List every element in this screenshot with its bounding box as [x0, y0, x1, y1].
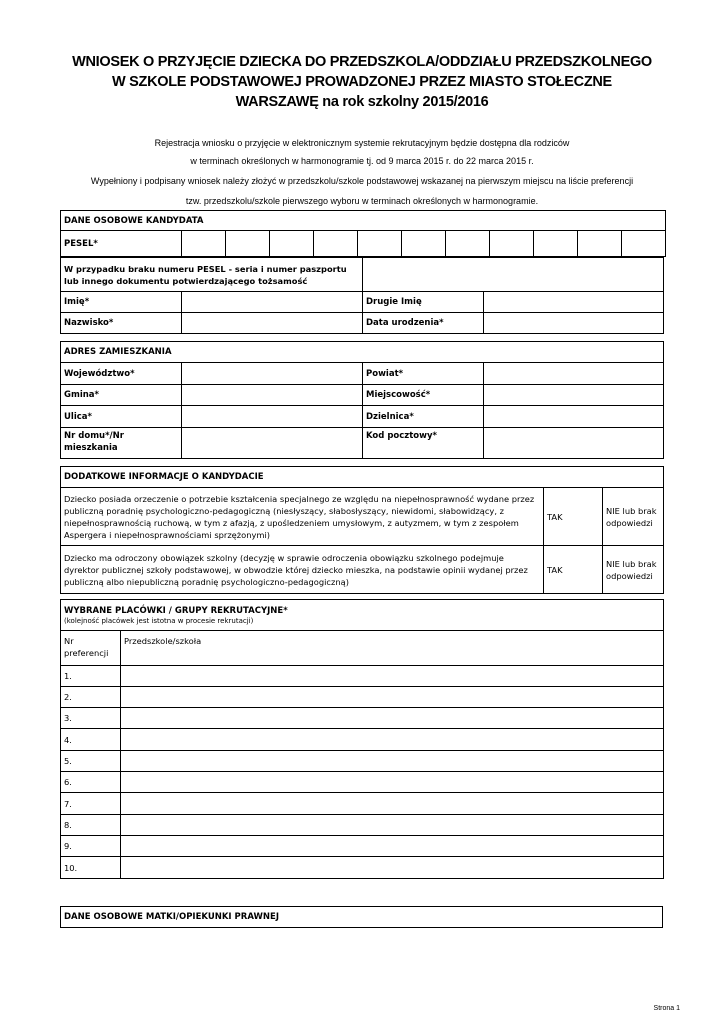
second-name-label: Drugie Imię	[363, 292, 484, 313]
preference-nr: 3.	[61, 708, 121, 729]
birth-date-field[interactable]	[484, 313, 664, 334]
street-label: Ulica*	[61, 406, 182, 428]
preference-nr: 10.	[61, 857, 121, 879]
pesel-digit-9[interactable]	[534, 231, 578, 257]
preference-school-field[interactable]	[121, 793, 664, 815]
special-education-question: Dziecko posiada orzeczenie o potrzebie kształcenia specjalnego ze względu na niepełnosprawność wydane przez publiczną poradnię psychologiczno-pedagogiczną (niesłyszący, słabosłyszący, niewidomi, słabowidzący, z niepełnosprawnością ruchową, w tym z afazją, z upośledzeniem umysłowym, z autyzmem, w tym z zespołem Aspergera i niepełnosprawnościami sprzężonymi)	[61, 488, 544, 546]
pesel-digit-7[interactable]	[446, 231, 490, 257]
preference-nr: 7.	[61, 793, 121, 815]
preference-nr: 2.	[61, 687, 121, 708]
district-label: Dzielnica*	[363, 406, 484, 428]
passport-field[interactable]	[363, 258, 664, 292]
candidate-header: DANE OSOBOWE KANDYDATA	[61, 211, 666, 231]
address-header: ADRES ZAMIESZKANIA	[61, 342, 664, 363]
preference-nr: 1.	[61, 666, 121, 687]
postal-code-label: Kod pocztowy*	[363, 428, 484, 459]
preference-school-field[interactable]	[121, 751, 664, 772]
commune-label: Gmina*	[61, 385, 182, 406]
birth-date-label: Data urodzenia*	[363, 313, 484, 334]
pesel-digit-8[interactable]	[490, 231, 534, 257]
preference-school-field[interactable]	[121, 729, 664, 751]
additional-info-table	[60, 466, 664, 594]
pesel-digit-3[interactable]	[270, 231, 314, 257]
pesel-label: PESEL*	[61, 231, 182, 257]
preference-school-field[interactable]	[121, 687, 664, 708]
mother-header: DANE OSOBOWE MATKI/OPIEKUNKI PRAWNEJ	[61, 907, 663, 928]
preference-school-field[interactable]	[121, 772, 664, 793]
passport-label: W przypadku braku numeru PESEL - seria i numer paszportu lub innego dokumentu potwierdzającego tożsamość	[61, 258, 363, 292]
house-no-label: Nr domu*/Nr mieszkania	[61, 428, 182, 459]
preference-school-field[interactable]	[121, 708, 664, 729]
preference-nr: 8.	[61, 815, 121, 836]
pesel-digit-1[interactable]	[182, 231, 226, 257]
mother-table	[60, 906, 663, 928]
voivodeship-label: Województwo*	[61, 363, 182, 385]
preference-nr: 4.	[61, 729, 121, 751]
preference-nr: 5.	[61, 751, 121, 772]
candidate-details-table	[60, 257, 664, 334]
preferences-title: WYBRANE PLACÓWKI / GRUPY REKRUTACYJNE*	[64, 605, 288, 616]
surname-label: Nazwisko*	[61, 313, 182, 334]
title-line-3: WARSZAWĘ na rok szkolny 2015/2016	[235, 94, 489, 110]
preference-school-field[interactable]	[121, 815, 664, 836]
preference-nr: 9.	[61, 836, 121, 857]
pesel-digit-11[interactable]	[622, 231, 666, 257]
district-field[interactable]	[484, 406, 664, 428]
second-name-field[interactable]	[484, 292, 664, 313]
preference-school-field[interactable]	[121, 666, 664, 687]
title-line-2: W SZKOLE PODSTAWOWEJ PROWADZONEJ PRZEZ MIASTO STOŁECZNE	[112, 74, 612, 90]
intro-line-3: Wypełniony i podpisany wniosek należy złożyć w przedszkolu/szkole podstawowej wskazanej na pierwszym miejscu na liście preferencji	[90, 176, 634, 186]
preferences-table	[60, 599, 664, 879]
address-table	[60, 341, 664, 459]
locality-field[interactable]	[484, 385, 664, 406]
preference-school-field[interactable]	[121, 857, 664, 879]
pesel-digit-4[interactable]	[314, 231, 358, 257]
preferences-subtitle: (kolejność placówek jest istotna w procesie rekrutacji)	[64, 616, 254, 625]
voivodeship-field[interactable]	[182, 363, 363, 385]
preference-school-field[interactable]	[121, 836, 664, 857]
first-name-field[interactable]	[182, 292, 363, 313]
intro-line-4: tzw. przedszkolu/szkole pierwszego wyboru w terminach określonych w harmonogramie.	[185, 196, 539, 206]
pesel-digit-10[interactable]	[578, 231, 622, 257]
col-nr-preference: Nr preferencji	[61, 631, 121, 666]
special-education-no[interactable]: NIE lub brak odpowiedzi	[603, 488, 664, 546]
pesel-digit-6[interactable]	[402, 231, 446, 257]
house-no-field[interactable]	[182, 428, 363, 459]
form-title	[0, 52, 724, 112]
preference-nr: 6.	[61, 772, 121, 793]
deferred-school-question: Dziecko ma odroczony obowiązek szkolny (decyzję w sprawie odroczenia obowiązku szkolnego podejmuje dyrektor publicznej szkoły podstawowej, w obwodzie której dziecko mieszka, na podstawie opinii wydanej przez publiczną albo niepubliczną poradnię psychologiczno-pedagogiczną)	[61, 546, 544, 594]
intro-line-1: Rejestracja wniosku o przyjęcie w elektronicznym systemie rekrutacyjnym będzie dostępna dla rodziców	[154, 138, 570, 148]
additional-header: DODATKOWE INFORMACJE O KANDYDACIE	[61, 467, 664, 488]
county-label: Powiat*	[363, 363, 484, 385]
first-name-label: Imię*	[61, 292, 182, 313]
street-field[interactable]	[182, 406, 363, 428]
surname-field[interactable]	[182, 313, 363, 334]
postal-code-field[interactable]	[484, 428, 664, 459]
candidate-table	[60, 210, 666, 257]
preferences-header	[61, 600, 664, 631]
page-number: Strona 1	[653, 1005, 680, 1012]
col-school: Przedszkole/szkoła	[121, 631, 664, 666]
pesel-digit-2[interactable]	[226, 231, 270, 257]
deferred-school-no[interactable]: NIE lub brak odpowiedzi	[603, 546, 664, 594]
intro-line-2: w terminach określonych w harmonogramie tj. od 9 marca 2015 r. do 22 marca 2015 r.	[190, 156, 534, 166]
county-field[interactable]	[484, 363, 664, 385]
deferred-school-yes[interactable]: TAK	[544, 546, 603, 594]
commune-field[interactable]	[182, 385, 363, 406]
locality-label: Miejscowość*	[363, 385, 484, 406]
title-line-1: WNIOSEK O PRZYJĘCIE DZIECKA DO PRZEDSZKOLA/ODDZIAŁU PRZEDSZKOLNEGO	[72, 54, 652, 70]
special-education-yes[interactable]: TAK	[544, 488, 603, 546]
pesel-digit-5[interactable]	[358, 231, 402, 257]
